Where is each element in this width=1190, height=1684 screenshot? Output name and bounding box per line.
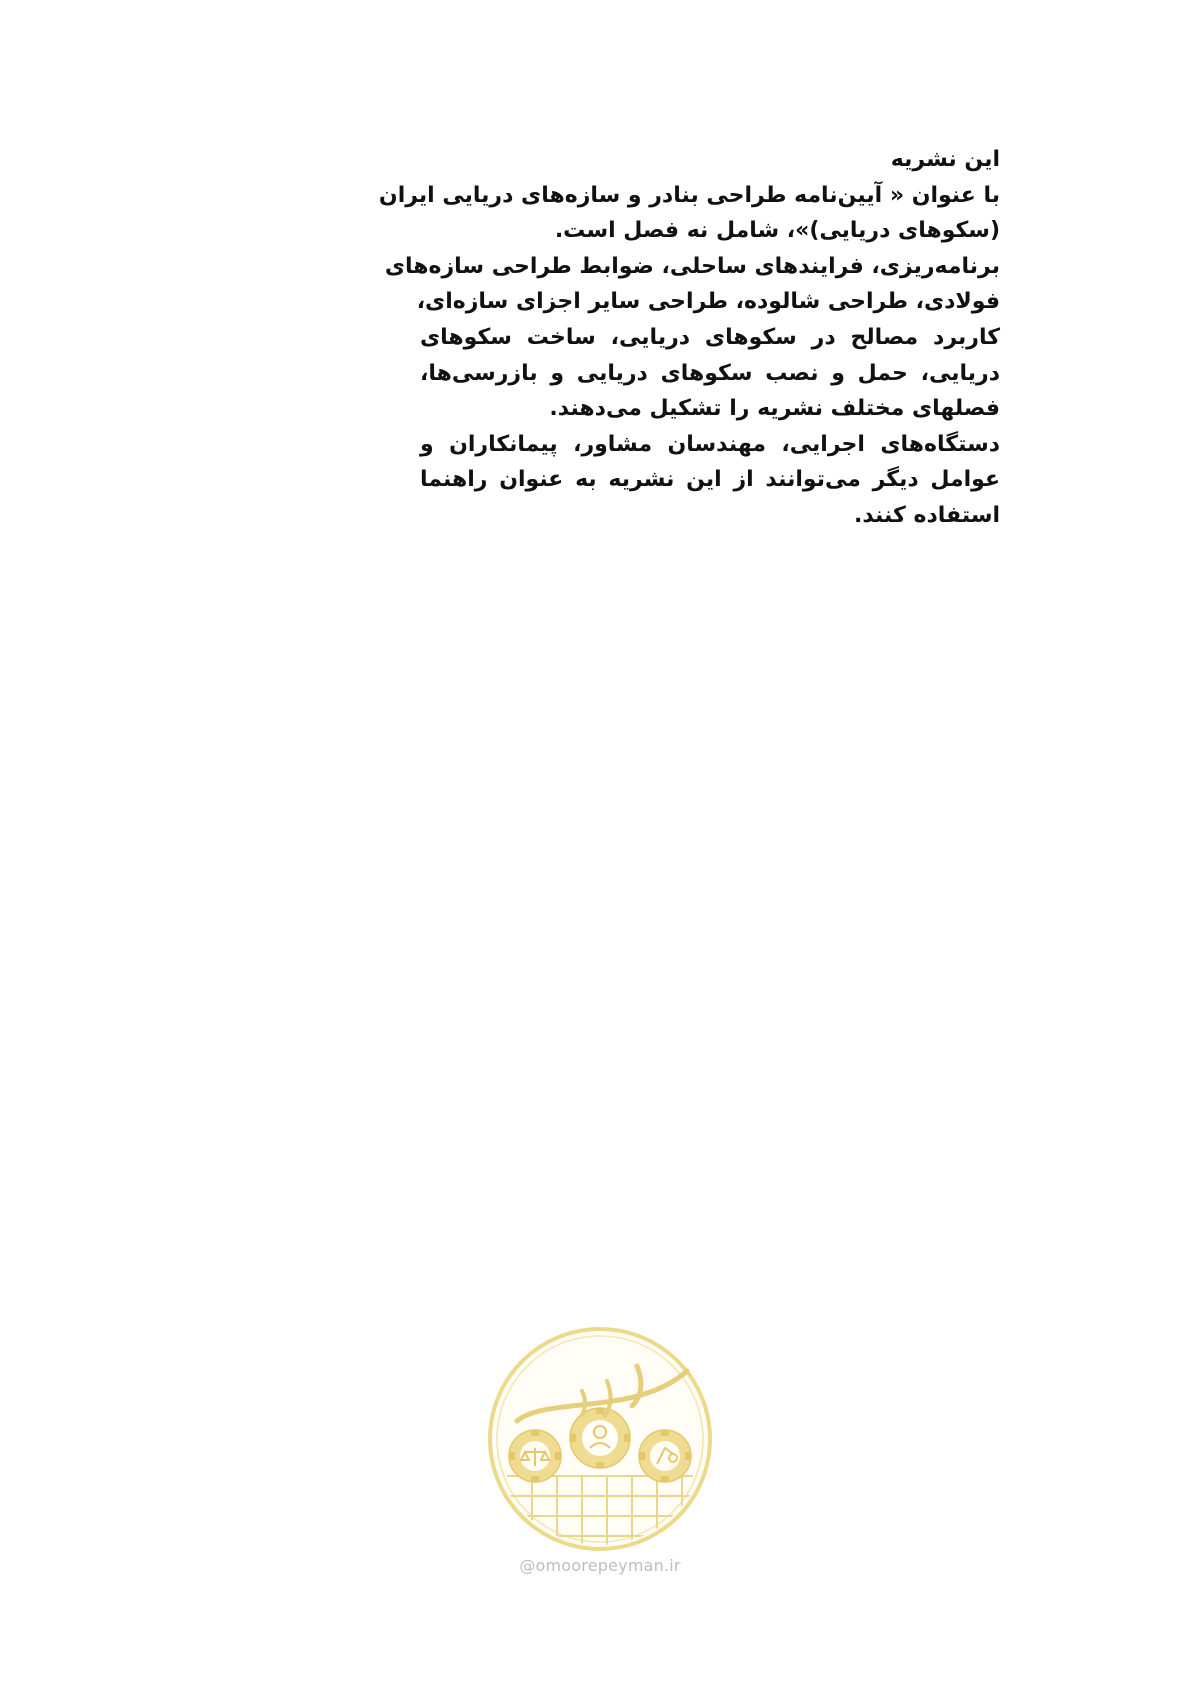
logo-seal-icon	[487, 1326, 713, 1552]
at-icon: @	[519, 1556, 536, 1575]
text-line-11: استفاده کنند.	[853, 502, 1000, 528]
text-line-4: برنامه‌ریزی، فرایندهای ساحلی، ضوابط طراحی سازه‌های	[384, 253, 1000, 279]
text-line-2: با عنوان « آیین‌نامه طراحی بنادر و سازه‌های دریایی ایران	[378, 182, 1000, 208]
publication-description	[378, 142, 1000, 534]
watermark-url: @omoorepeyman.ir	[519, 1556, 681, 1575]
text-line-10: عوامل دیگر می‌توانند از این نشریه به عنوان راهنما	[420, 467, 1000, 493]
text-line-5: فولادی، طراحی شالوده، طراحی سایر اجزای سازه‌ای،	[416, 289, 1000, 315]
text-line-9: دستگاه‌های اجرایی، مهندسان مشاور، پیمانکاران و	[420, 431, 1000, 457]
watermark-logo	[487, 1326, 713, 1576]
text-line-8: فصلهای مختلف نشریه را تشکیل می‌دهند.	[549, 396, 1000, 422]
text-line-6: کاربرد مصالح در سکوهای دریایی، ساخت سکوهای	[420, 324, 1000, 350]
text-line-1: این نشریه	[890, 147, 1000, 172]
text-line-7: دریایی، حمل و نصب سکوهای دریایی و بازرسی‌ها،	[420, 360, 1000, 386]
text-line-3: (سکوهای دریایی)»، شامل نه فصل است.	[554, 218, 1000, 244]
